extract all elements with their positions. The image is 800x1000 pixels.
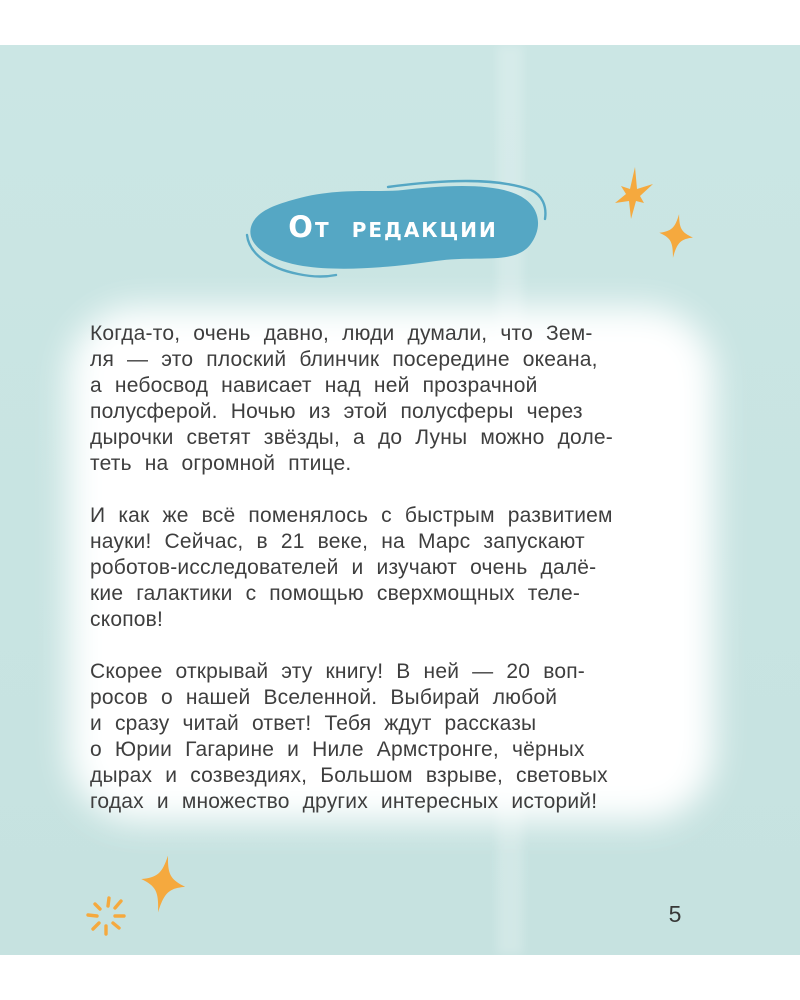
text-line: полусферой. Ночью из этой полусферы через [90,400,583,423]
text-line: кие галактики с помощью сверхмощных теле- [90,582,581,605]
text-line: теть на огромной птице. [90,452,352,475]
text-line: а небосвод нависает над ней прозрачной [90,374,538,397]
paragraph [90,503,715,633]
text-line: Скорее открывай эту книгу! В ней — 20 воп- [90,660,585,683]
text-line: о Юрии Гагарине и Ниле Армстронге, чёрных [90,738,585,761]
starburst-icon [85,894,129,938]
text-line: годах и множество других интересных историй! [90,790,598,813]
text-line: скопов! [90,608,164,631]
page-number: 5 [668,901,682,927]
six-point-star-icon [608,167,658,223]
text-line: дырах и созвездиях, Большом взрыве, световых [90,764,608,787]
four-point-sparkle-icon [656,211,696,261]
body-text [90,321,715,815]
text-line: Когда-то, очень давно, люди думали, что Зем- [90,322,593,345]
text-line: ля — это плоский блинчик посередине океана, [90,348,598,371]
paragraph [90,659,715,815]
four-point-sparkle-icon [133,851,192,917]
text-line: дырочки светят звёзды, а до Луны можно доле- [90,426,613,449]
text-line: и сразу читай ответ! Тебя ждут рассказы [90,712,537,735]
text-line: И как же всё поменялось с быстрым развитием [90,504,613,527]
text-line: роботов-исследователей и изучают очень далё- [90,556,597,579]
paragraph [90,321,715,477]
text-line: росов о нашей Вселенной. Выбирай любой [90,686,558,709]
book-page [0,45,800,955]
text-line: науки! Сейчас, в 21 веке, на Марс запускают [90,530,585,553]
header-blob [238,173,548,285]
section-title: От редакции [288,210,498,244]
